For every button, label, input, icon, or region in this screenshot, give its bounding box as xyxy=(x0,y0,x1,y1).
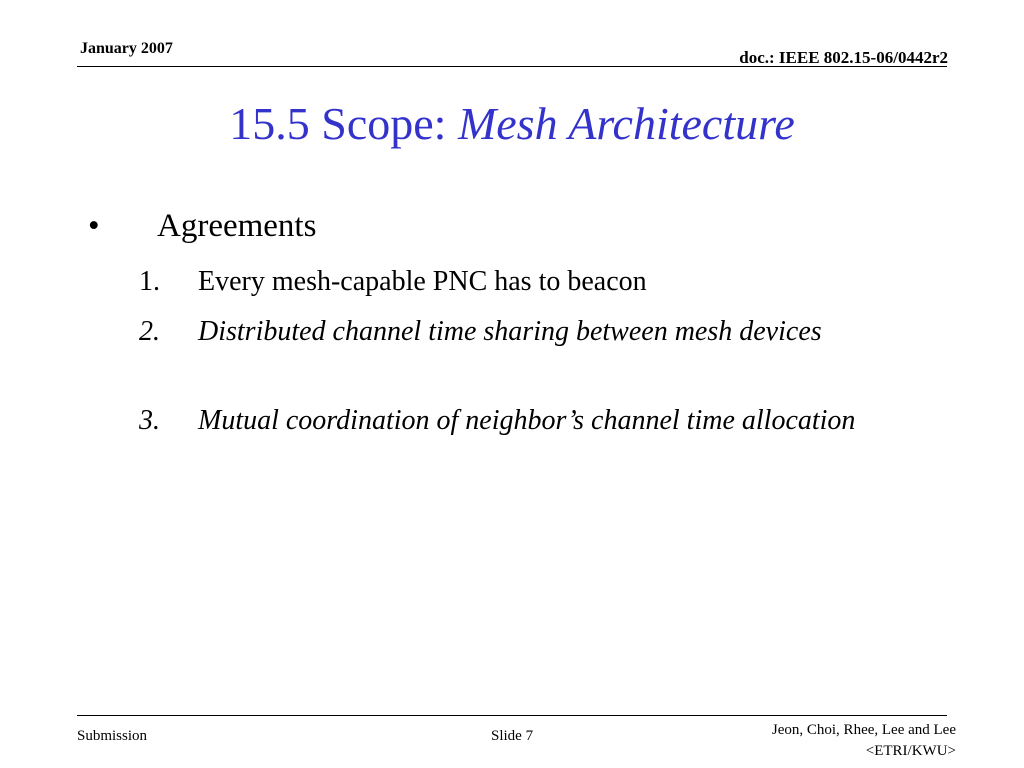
list-item-number: 2. xyxy=(139,316,160,347)
list-item-number: 1. xyxy=(139,266,160,297)
footer-authors xyxy=(772,720,956,762)
list-item-text: Mutual coordination of neighbor’s channel time allocation xyxy=(198,405,856,436)
bullet-text: Agreements xyxy=(157,208,317,244)
footer-authors-affiliation: <ETRI/KWU> xyxy=(865,743,956,759)
title-italic: Mesh Architecture xyxy=(457,98,795,149)
footer-submission: Submission xyxy=(77,728,148,744)
footer-divider xyxy=(77,715,947,716)
footer-authors-names: Jeon, Choi, Rhee, Lee and Lee xyxy=(771,722,956,738)
header-date: January 2007 xyxy=(80,40,173,57)
title-plain: 15.5 Scope: xyxy=(229,98,458,149)
footer-slide-number: Slide 7 xyxy=(491,728,534,744)
header-doc-id: doc.: IEEE 802.15-06/0442r2 xyxy=(739,48,948,67)
slide-title xyxy=(0,99,1024,150)
list-item-text: Distributed channel time sharing between mesh devices xyxy=(198,316,822,347)
list-item-text: Every mesh-capable PNC has to beacon xyxy=(198,266,647,297)
list-item-number: 3. xyxy=(139,405,160,436)
bullet-dot: • xyxy=(88,208,100,244)
header-divider xyxy=(77,66,947,67)
